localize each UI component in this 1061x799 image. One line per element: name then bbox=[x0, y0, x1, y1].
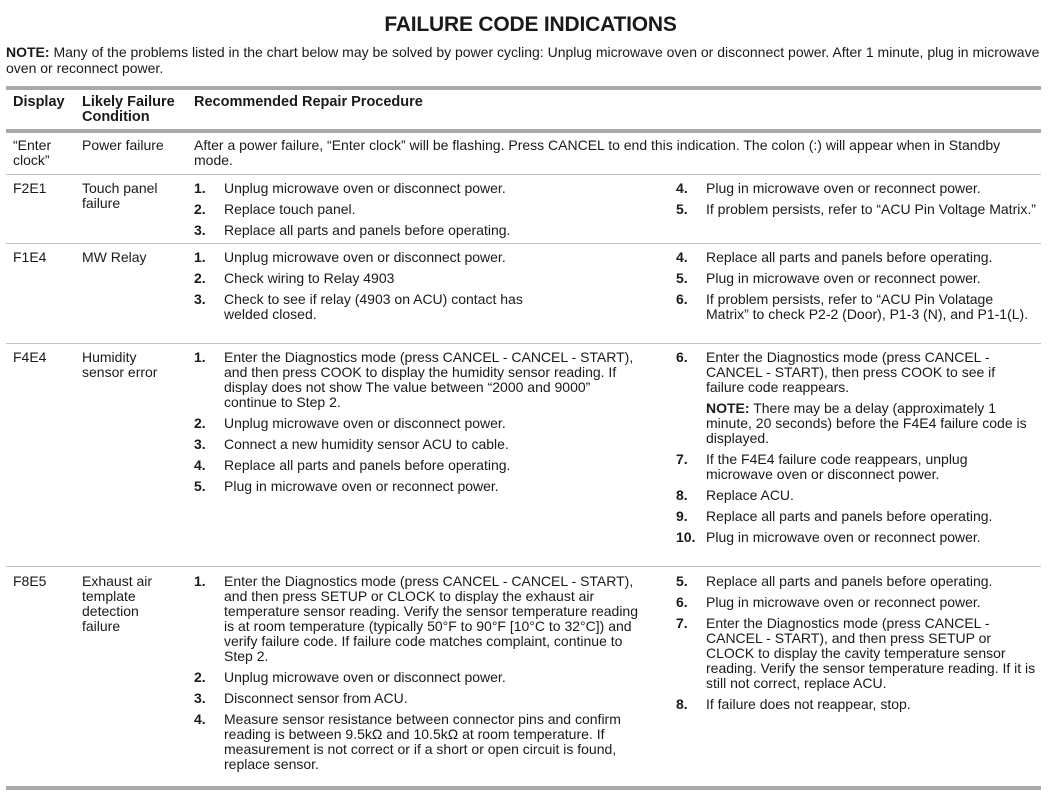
table-top-rule bbox=[6, 86, 1041, 90]
list-item: 1. Unplug microwave oven or disconnect power. bbox=[194, 249, 506, 265]
note-text: Many of the problems listed in the chart below may be solved by power cycling: Unplug microwave oven or disconnect power. After 1 minute, plug in microwave oven or reconnect power. bbox=[6, 44, 1040, 76]
row-condition: Humidity sensor error bbox=[82, 349, 158, 380]
list-item: 2. Unplug microwave oven or disconnect power. bbox=[194, 669, 506, 685]
row-divider bbox=[6, 243, 1041, 244]
list-item: 10. Plug in microwave oven or reconnect power. bbox=[676, 529, 981, 545]
list-item: 1. Unplug microwave oven or disconnect power. bbox=[194, 180, 506, 196]
header-condition: Likely Failure Condition bbox=[82, 94, 175, 125]
steps-left bbox=[194, 574, 649, 778]
row-display: F2E1 bbox=[13, 180, 47, 196]
list-item: 4. Replace all parts and panels before operating. bbox=[194, 457, 511, 473]
row-condition: Exhaust air template detection failure bbox=[82, 573, 153, 634]
row-display: F8E5 bbox=[13, 573, 47, 589]
row-procedure: After a power failure, “Enter clock” will be flashing. Press CANCEL to end this indication. The colon (:) will appear when in Standby mode. bbox=[194, 137, 1001, 168]
list-item: 3. Check to see if relay (4903 on ACU) contact has welded closed. bbox=[194, 291, 523, 322]
list-item: 2. Check wiring to Relay 4903 bbox=[194, 270, 395, 286]
row-condition: MW Relay bbox=[82, 249, 147, 265]
list-item: 4. Plug in microwave oven or reconnect power. bbox=[676, 180, 981, 196]
steps-right bbox=[676, 350, 1036, 395]
list-item: 6. If problem persists, refer to “ACU Pin Volatage Matrix” to check P2-2 (Door), P1-3 (N), and P1-1(L). bbox=[676, 291, 1029, 322]
list-item: 1. Enter the Diagnostics mode (press CANCEL - CANCEL - START), and then press COOK to display the humidity sensor reading. If display does not show The value between “2000 and 9000” continue to Step 2. bbox=[194, 349, 634, 410]
steps-right bbox=[676, 574, 1036, 718]
row-condition: Touch panel failure bbox=[82, 180, 158, 211]
list-item: 4. Replace all parts and panels before operating. bbox=[676, 249, 993, 265]
row-divider bbox=[6, 343, 1041, 344]
list-item: 4. Measure sensor resistance between connector pins and confirm reading is between 9.5kΩ and 10.5kΩ at room temperature. If measurement is not correct or if a short or open circuit is found, replace sensor. bbox=[194, 711, 621, 772]
header-procedure: Recommended Repair Procedure bbox=[194, 94, 423, 110]
list-item: 3. Disconnect sensor from ACU. bbox=[194, 690, 408, 706]
row-display: F4E4 bbox=[13, 349, 47, 365]
header-bottom-rule bbox=[6, 129, 1041, 133]
list-item: 7. If the F4E4 failure code reappears, unplug microwave oven or disconnect power. bbox=[676, 451, 968, 482]
list-item: 9. Replace all parts and panels before operating. bbox=[676, 508, 993, 524]
row-divider bbox=[6, 174, 1041, 175]
steps-left bbox=[194, 350, 639, 500]
list-item: 7. Enter the Diagnostics mode (press CANCEL - CANCEL - START), and then press SETUP or CLOCK to display the cavity temperature sensor reading. Verify the sensor temperature reading. If it is still not correct, replace ACU. bbox=[676, 615, 1036, 691]
steps-right bbox=[676, 181, 1036, 223]
list-item: 8. If failure does not reappear, stop. bbox=[676, 696, 911, 712]
row-display: “Enter clock” bbox=[13, 137, 52, 168]
list-item: 2. Unplug microwave oven or disconnect power. bbox=[194, 415, 506, 431]
list-item: 6. Plug in microwave oven or reconnect power. bbox=[676, 594, 981, 610]
note-label: NOTE: bbox=[6, 44, 50, 60]
list-item: 2. Replace touch panel. bbox=[194, 201, 356, 217]
row-divider bbox=[6, 566, 1041, 567]
steps-left bbox=[194, 250, 524, 328]
header-display: Display bbox=[13, 94, 65, 110]
steps-right bbox=[676, 250, 1036, 328]
row-condition: Power failure bbox=[82, 137, 164, 153]
page-title: FAILURE CODE INDICATIONS bbox=[384, 13, 677, 36]
list-item: 5. If problem persists, refer to “ACU Pin Voltage Matrix.” bbox=[676, 201, 1036, 217]
list-item: 3. Replace all parts and panels before operating. bbox=[194, 222, 511, 238]
list-item: 1. Enter the Diagnostics mode (press CANCEL - CANCEL - START), and then press SETUP or CLOCK to display the exhaust air temperature sensor reading. Verify the sensor temperature reading is at room temperature (typically 50°F to 90°F [10°C to 32°C]) and verify failure code. If failure code matches complaint, continue to Step 2. bbox=[194, 573, 639, 664]
steps-right-block bbox=[676, 350, 1036, 551]
steps-left bbox=[194, 181, 654, 244]
row-display: F1E4 bbox=[13, 249, 47, 265]
steps-right bbox=[676, 452, 1036, 545]
list-item: 5. Plug in microwave oven or reconnect power. bbox=[194, 478, 499, 494]
list-item: 5. Plug in microwave oven or reconnect power. bbox=[676, 270, 981, 286]
intro-note bbox=[6, 44, 1046, 76]
list-item: 3. Connect a new humidity sensor ACU to cable. bbox=[194, 436, 509, 452]
table-bottom-rule bbox=[6, 786, 1041, 790]
step-note: NOTE: There may be a delay (approximately 1 minute, 20 seconds) before the F4E4 failure code is displayed. bbox=[706, 400, 1027, 446]
list-item: 8. Replace ACU. bbox=[676, 487, 794, 503]
list-item: 6. Enter the Diagnostics mode (press CANCEL - CANCEL - START), then press COOK to see if failure code reappears. bbox=[676, 349, 996, 395]
list-item: 5. Replace all parts and panels before operating. bbox=[676, 573, 993, 589]
